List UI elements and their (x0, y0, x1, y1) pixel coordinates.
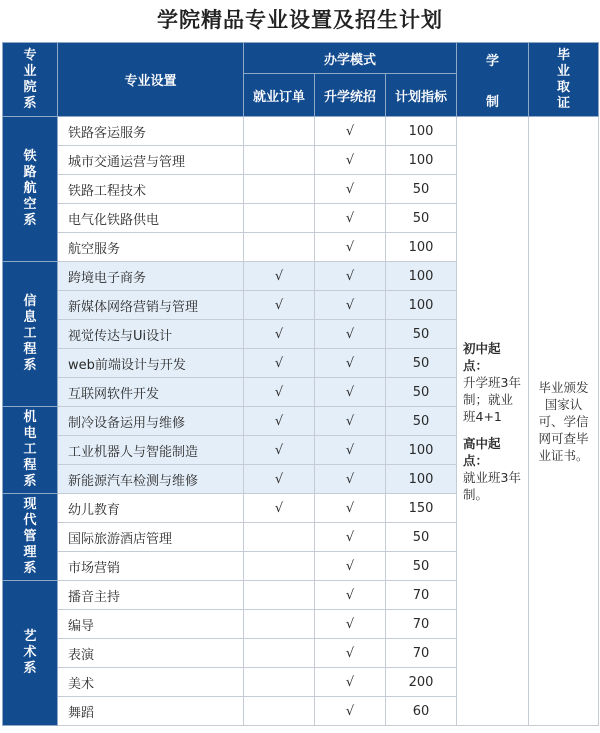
order-cell: √ (244, 349, 315, 378)
quota-cell: 200 (386, 668, 457, 697)
promotion-cell: √ (315, 436, 386, 465)
promotion-cell: √ (315, 465, 386, 494)
order-cell (244, 523, 315, 552)
dept-cell: 机电工程系 (3, 407, 58, 494)
quota-cell: 50 (386, 320, 457, 349)
quota-cell: 150 (386, 494, 457, 523)
order-cell: √ (244, 378, 315, 407)
promotion-cell: √ (315, 697, 386, 726)
header-cert: 毕业取证 (529, 43, 599, 117)
order-cell (244, 581, 315, 610)
quota-cell: 100 (386, 233, 457, 262)
quota-cell: 50 (386, 523, 457, 552)
order-cell: √ (244, 291, 315, 320)
order-cell: √ (244, 407, 315, 436)
major-cell: 电气化铁路供电 (58, 204, 244, 233)
quota-cell: 100 (386, 465, 457, 494)
quota-cell: 100 (386, 436, 457, 465)
major-cell: 新媒体网络营销与管理 (58, 291, 244, 320)
dept-cell: 信息工程系 (3, 262, 58, 407)
order-cell (244, 552, 315, 581)
major-cell: 表演 (58, 639, 244, 668)
quota-cell: 100 (386, 117, 457, 146)
quota-cell: 50 (386, 552, 457, 581)
major-cell: 城市交通运营与管理 (58, 146, 244, 175)
header-duration: 学 制 (457, 43, 529, 117)
table-row (3, 117, 599, 146)
order-cell: √ (244, 320, 315, 349)
quota-cell: 100 (386, 262, 457, 291)
order-cell: √ (244, 465, 315, 494)
major-cell: 播音主持 (58, 581, 244, 610)
quota-cell: 70 (386, 581, 457, 610)
order-cell (244, 697, 315, 726)
header-quota: 计划指标 (386, 74, 457, 117)
enrollment-table (2, 42, 599, 726)
promotion-cell: √ (315, 204, 386, 233)
header-order: 就业订单 (244, 74, 315, 117)
cert-note: 毕业颁发国家认可、学信网可查毕业证书。 (529, 117, 599, 726)
major-cell: 铁路客运服务 (58, 117, 244, 146)
major-cell: 舞蹈 (58, 697, 244, 726)
promotion-cell: √ (315, 494, 386, 523)
promotion-cell: √ (315, 552, 386, 581)
major-cell: 制冷设备运用与维修 (58, 407, 244, 436)
order-cell (244, 668, 315, 697)
order-cell (244, 610, 315, 639)
header-major: 专业设置 (58, 43, 244, 117)
dept-cell: 艺术系 (3, 581, 58, 726)
quota-cell: 50 (386, 175, 457, 204)
major-cell: 新能源汽车检测与维修 (58, 465, 244, 494)
order-cell (244, 204, 315, 233)
promotion-cell: √ (315, 175, 386, 204)
order-cell (244, 146, 315, 175)
major-cell: 航空服务 (58, 233, 244, 262)
order-cell (244, 175, 315, 204)
promotion-cell: √ (315, 407, 386, 436)
major-cell: 编导 (58, 610, 244, 639)
quota-cell: 60 (386, 697, 457, 726)
promotion-cell: √ (315, 523, 386, 552)
major-cell: 视觉传达与Ui设计 (58, 320, 244, 349)
major-cell: web前端设计与开发 (58, 349, 244, 378)
quota-cell: 50 (386, 407, 457, 436)
promotion-cell: √ (315, 639, 386, 668)
promotion-cell: √ (315, 146, 386, 175)
promotion-cell: √ (315, 262, 386, 291)
major-cell: 跨境电子商务 (58, 262, 244, 291)
major-cell: 美术 (58, 668, 244, 697)
promotion-cell: √ (315, 610, 386, 639)
promotion-cell: √ (315, 349, 386, 378)
quota-cell: 100 (386, 146, 457, 175)
duration-note: 初中起点： 升学班3年制；就业班4+1 高中起点： 就业班3年制。 (457, 117, 529, 726)
major-cell: 市场营销 (58, 552, 244, 581)
major-cell: 工业机器人与智能制造 (58, 436, 244, 465)
promotion-cell: √ (315, 668, 386, 697)
order-cell (244, 117, 315, 146)
quota-cell: 70 (386, 610, 457, 639)
promotion-cell: √ (315, 378, 386, 407)
header-mode: 办学模式 (244, 43, 457, 74)
promotion-cell: √ (315, 581, 386, 610)
dept-cell: 铁路航空系 (3, 117, 58, 262)
header-dept: 专业院系 (3, 43, 58, 117)
promotion-cell: √ (315, 320, 386, 349)
major-cell: 幼儿教育 (58, 494, 244, 523)
order-cell (244, 233, 315, 262)
quota-cell: 100 (386, 291, 457, 320)
header-promotion: 升学统招 (315, 74, 386, 117)
order-cell (244, 639, 315, 668)
order-cell: √ (244, 262, 315, 291)
promotion-cell: √ (315, 291, 386, 320)
dept-cell: 现代管理系 (3, 494, 58, 581)
quota-cell: 70 (386, 639, 457, 668)
promotion-cell: √ (315, 233, 386, 262)
quota-cell: 50 (386, 349, 457, 378)
major-cell: 互联网软件开发 (58, 378, 244, 407)
order-cell: √ (244, 436, 315, 465)
order-cell: √ (244, 494, 315, 523)
promotion-cell: √ (315, 117, 386, 146)
quota-cell: 50 (386, 378, 457, 407)
major-cell: 铁路工程技术 (58, 175, 244, 204)
quota-cell: 50 (386, 204, 457, 233)
page-title: 学院精品专业设置及招生计划 (157, 8, 443, 32)
major-cell: 国际旅游酒店管理 (58, 523, 244, 552)
